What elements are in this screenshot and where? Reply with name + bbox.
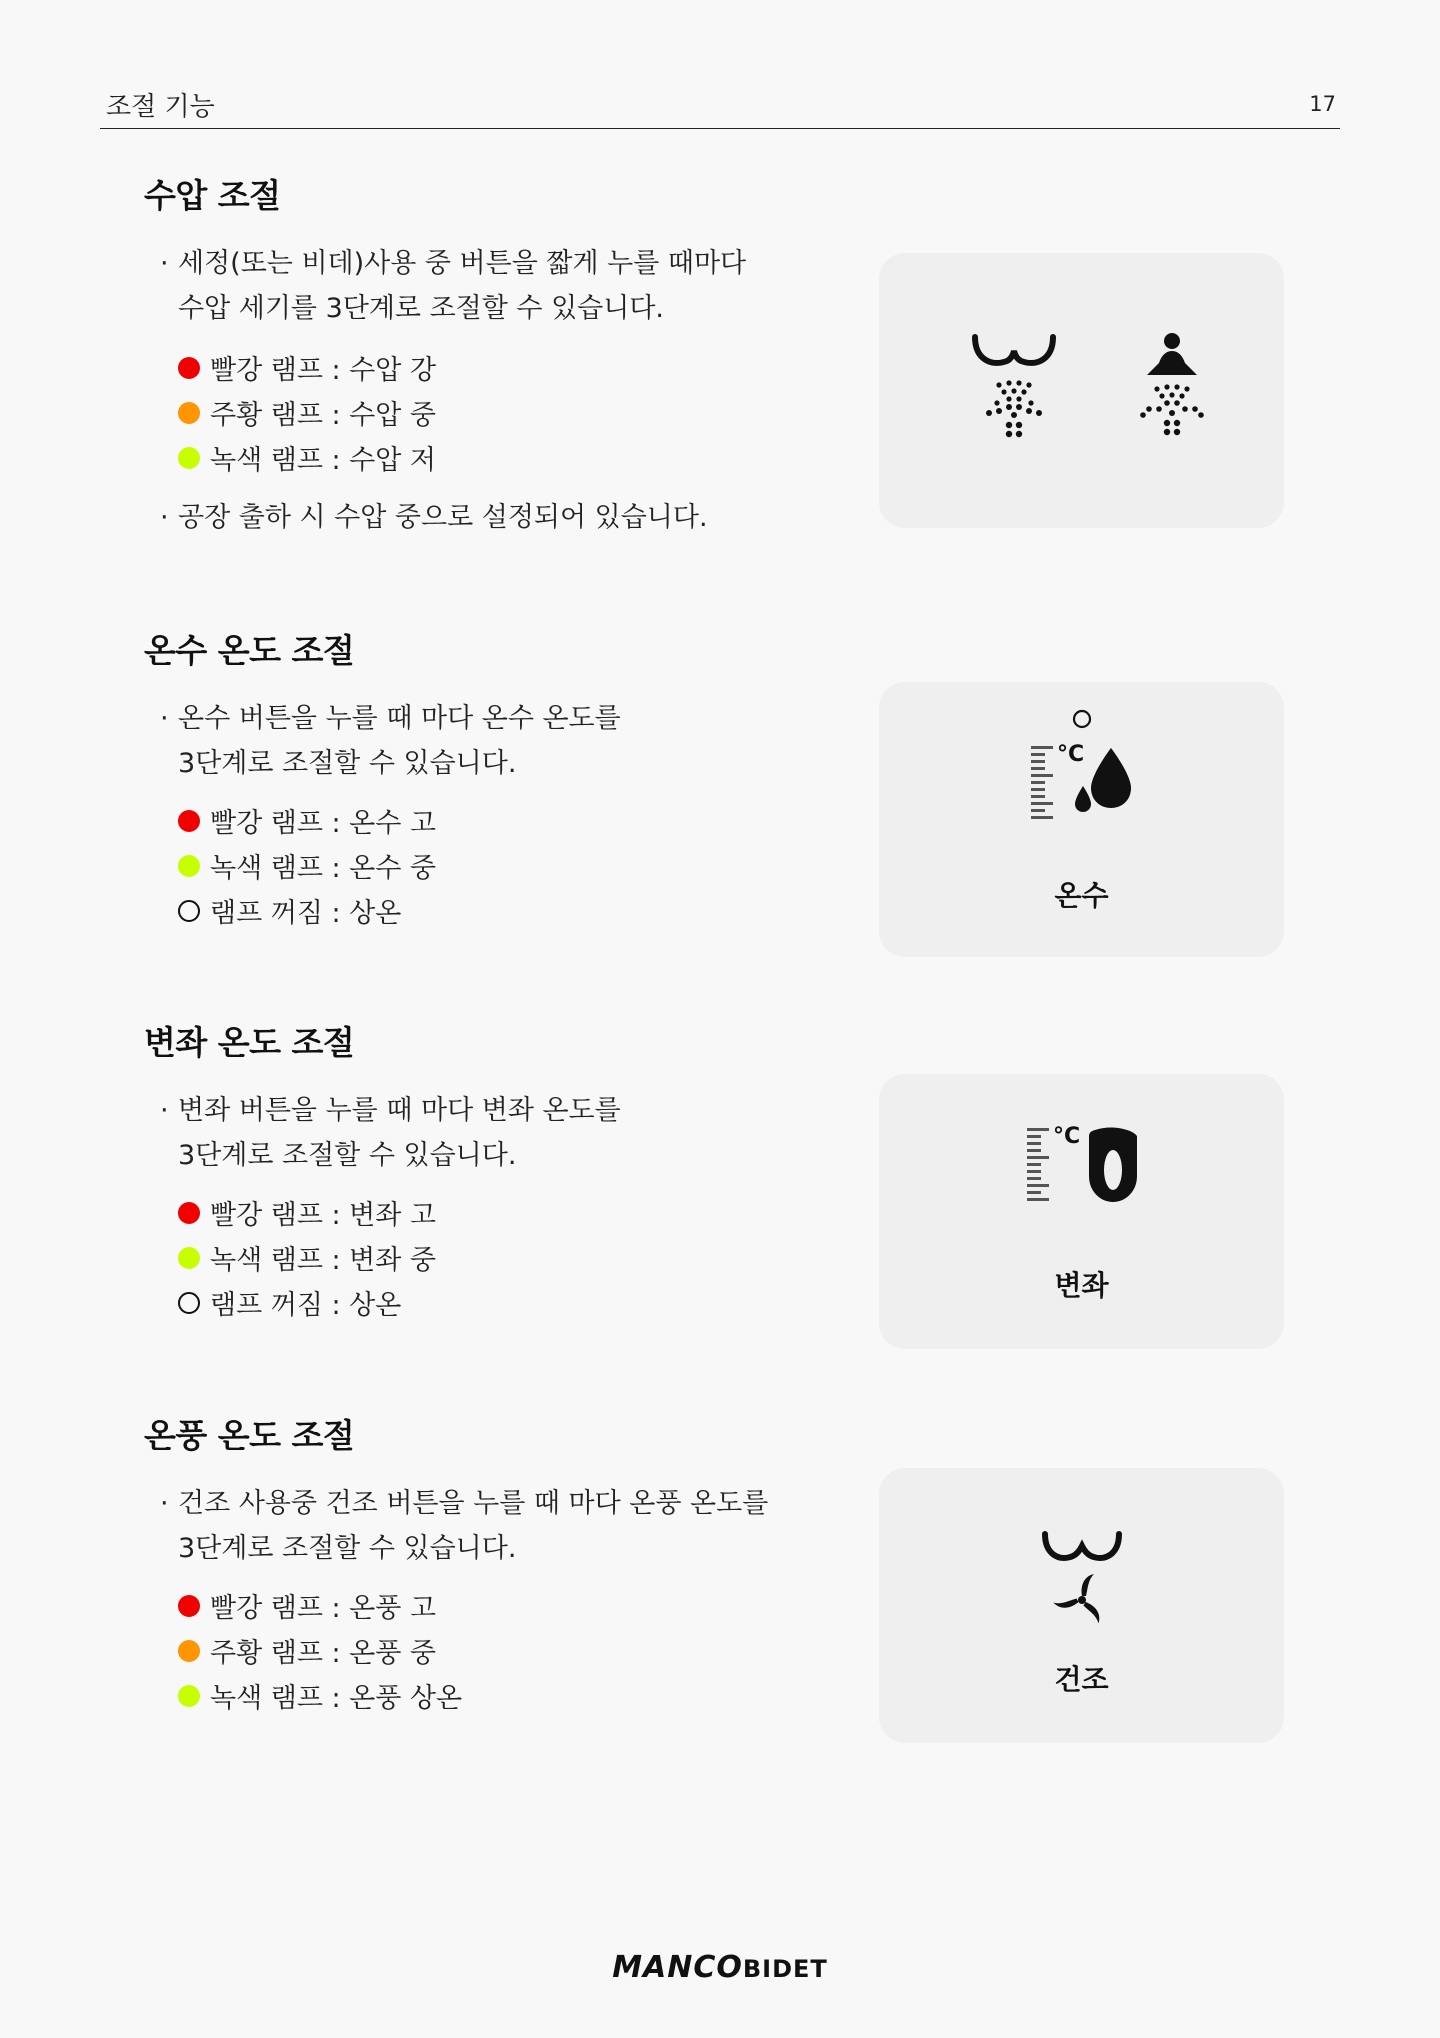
description-line: 세정(또는 비데)사용 중 버튼을 짧게 누를 때마다 bbox=[178, 248, 747, 279]
panel-label: 변좌 bbox=[1054, 1269, 1109, 1302]
lime-lamp-icon bbox=[178, 855, 200, 877]
panel-label: 건조 bbox=[1054, 1663, 1109, 1696]
button-panel bbox=[879, 682, 1284, 957]
page-number: 17 bbox=[1309, 92, 1336, 116]
lamp-item: 녹색 램프 : 온풍 상온 bbox=[178, 1673, 462, 1718]
red-lamp-icon bbox=[178, 810, 200, 832]
lamp-item: 빨강 램프 : 온수 고 bbox=[178, 798, 436, 843]
description-line: 3단계로 조절할 수 있습니다. bbox=[178, 1140, 517, 1171]
lamp-list bbox=[178, 1583, 462, 1718]
button-panel bbox=[879, 1468, 1284, 1743]
lamp-item: 빨강 램프 : 수압 강 bbox=[178, 345, 436, 390]
bidet-wash-icon bbox=[1137, 331, 1207, 455]
lamp-list bbox=[178, 1190, 436, 1325]
red-lamp-icon bbox=[178, 1595, 200, 1617]
rear-wash-icon bbox=[969, 333, 1059, 453]
logo-part: MANCO bbox=[612, 1950, 743, 1985]
lamp-list bbox=[178, 798, 436, 933]
lime-lamp-icon bbox=[178, 1247, 200, 1269]
description-line: 3단계로 조절할 수 있습니다. bbox=[178, 1533, 517, 1564]
lamp-item: 빨강 램프 : 온풍 고 bbox=[178, 1583, 462, 1628]
description-line: 변좌 버튼을 누를 때 마다 변좌 온도를 bbox=[178, 1095, 621, 1126]
note-text: 공장 출하 시 수압 중으로 설정되어 있습니다. bbox=[178, 502, 708, 533]
lime-lamp-icon bbox=[178, 447, 200, 469]
section-title: 온수 온도 조절 bbox=[144, 631, 355, 670]
red-lamp-icon bbox=[178, 357, 200, 379]
lamp-item: 주황 램프 : 수압 중 bbox=[178, 390, 436, 435]
lamp-item: 빨강 램프 : 변좌 고 bbox=[178, 1190, 436, 1235]
panel-label: 온수 bbox=[1054, 879, 1109, 912]
lamp-list bbox=[178, 345, 436, 480]
unit-label: °C bbox=[1053, 1124, 1081, 1149]
lamp-item: 녹색 램프 : 변좌 중 bbox=[178, 1235, 436, 1280]
section-title: 변좌 온도 조절 bbox=[144, 1023, 355, 1062]
off-lamp-icon bbox=[178, 900, 200, 922]
description-line: 3단계로 조절할 수 있습니다. bbox=[178, 748, 517, 779]
page-header bbox=[100, 78, 1340, 129]
lamp-item: 램프 꺼짐 : 상온 bbox=[178, 1280, 436, 1325]
section-water-pressure: 수압 조절 · 세정(또는 비데)사용 중 버튼을 짧게 누를 때마다 수압 세기를 3단계로 조절할 수 있습니다. 빨강 램프 : 수압 강 주황 램프 : 수압 중 녹색 램프 : 수압 저 · 공장 출하 시 수압 중으로 설정되어 있습니다. bbox=[0, 170, 1440, 590]
dryer-fan-icon bbox=[1039, 1530, 1125, 1630]
button-panel bbox=[879, 1074, 1284, 1349]
brand-logo bbox=[0, 1950, 1440, 1985]
lime-lamp-icon bbox=[178, 1685, 200, 1707]
unit-label: °C bbox=[1057, 742, 1085, 767]
lamp-item: 녹색 램프 : 수압 저 bbox=[178, 435, 436, 480]
section-seat-temperature: 변좌 온도 조절 · 변좌 버튼을 누를 때 마다 변좌 온도를 3단계로 조절할 수 있습니다. 빨강 램프 : 변좌 고 녹색 램프 : 변좌 중 램프 꺼짐 : 상온 °C 변좌 bbox=[0, 1017, 1440, 1357]
red-lamp-icon bbox=[178, 1202, 200, 1224]
section-water-temperature: 온수 온도 조절 · 온수 버튼을 누를 때 마다 온수 온도를 3단계로 조절할 수 있습니다. 빨강 램프 : 온수 고 녹색 램프 : 온수 중 램프 꺼짐 : 상온 °C 온수 bbox=[0, 625, 1440, 965]
lamp-item: 주황 램프 : 온풍 중 bbox=[178, 1628, 462, 1673]
header-title: 조절 기능 bbox=[106, 92, 215, 122]
lamp-item: 램프 꺼짐 : 상온 bbox=[178, 888, 436, 933]
off-lamp-icon bbox=[178, 1292, 200, 1314]
button-panel bbox=[879, 253, 1284, 528]
orange-lamp-icon bbox=[178, 402, 200, 424]
description-line: 온수 버튼을 누를 때 마다 온수 온도를 bbox=[178, 703, 621, 734]
section-title: 수압 조절 bbox=[144, 176, 281, 215]
logo-part: BIDET bbox=[742, 1955, 828, 1983]
section-warm-air-temperature: 온풍 온도 조절 · 건조 사용중 건조 버튼을 누를 때 마다 온풍 온도를 3단계로 조절할 수 있습니다. 빨강 램프 : 온풍 고 주황 램프 : 온풍 중 녹색 램프 : 온풍 상온 건조 bbox=[0, 1410, 1440, 1750]
description-line: 건조 사용중 건조 버튼을 누를 때 마다 온풍 온도를 bbox=[178, 1488, 769, 1519]
section-title: 온풍 온도 조절 bbox=[144, 1416, 355, 1455]
lamp-item: 녹색 램프 : 온수 중 bbox=[178, 843, 436, 888]
lamp-indicator-icon bbox=[1071, 708, 1093, 730]
seat-temperature-icon bbox=[1025, 1126, 1145, 1206]
description-line: 수압 세기를 3단계로 조절할 수 있습니다. bbox=[178, 293, 664, 324]
orange-lamp-icon bbox=[178, 1640, 200, 1662]
